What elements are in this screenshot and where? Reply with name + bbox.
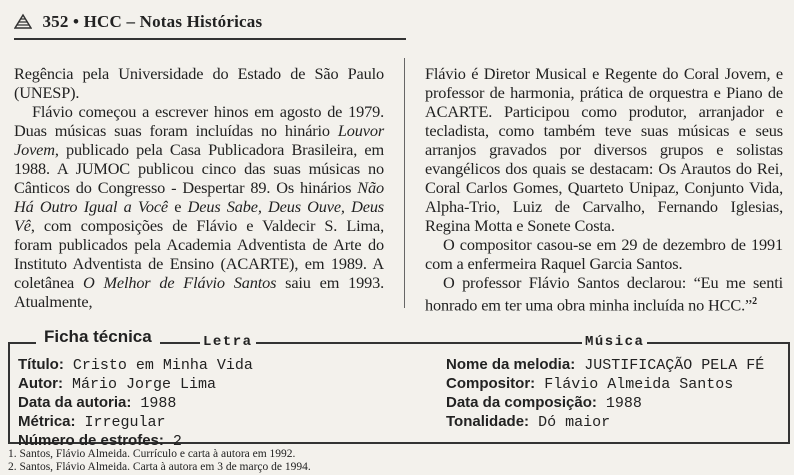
- field-row: Compositor: Flávio Almeida Santos: [446, 375, 734, 393]
- letra-fields: [18, 356, 253, 451]
- paragraph: Flávio é Diretor Musical e Regente do Coral Jovem, e professor de harmonia, prática de orquestra e Piano de ACARTE. Participou como produtor, arranjador e tecladista, como também teve suas músicas e seus arranjos gravados por diversos grupos e solistas evangélicos dos quais se destacam: Os Arautos do Rei, Coral Carlos Gomes, Quarteto Unipaz, Conjunto Vida, Alpha-Trio, Luiz de Carvalho, Fernando Iglesias, Regina Motta e Sonete Costa.: [425, 64, 783, 235]
- musica-fields: [446, 356, 764, 432]
- field-row: Data da composição: 1988: [446, 394, 642, 412]
- ficha-title: Ficha técnica: [36, 327, 160, 347]
- header-bullet: •: [73, 12, 80, 31]
- footnotes: [8, 448, 311, 474]
- paragraph: Regência pela Universidade do Estado de São Paulo (UNESP).: [14, 64, 384, 102]
- footnote: 1. Santos, Flávio Almeida. Currículo e carta à autora em 1992.: [8, 448, 296, 460]
- paragraph: O compositor casou-se em 29 de dezembro de 1991 com a enfermeira Raquel Garcia Santos.: [425, 235, 783, 273]
- field-row: Título: Cristo em Minha Vida: [18, 356, 253, 374]
- hymnal-logo-icon: [14, 13, 32, 29]
- footnote: 2. Santos, Flávio Almeida. Carta à autora em 3 de março de 1994.: [8, 461, 311, 473]
- page-number: 352: [42, 12, 69, 31]
- header-rule: [14, 38, 406, 40]
- right-column: [425, 64, 783, 314]
- left-column: [14, 64, 384, 311]
- footnote-ref: 2: [752, 296, 757, 307]
- running-title: HCC – Notas Históricas: [83, 12, 263, 31]
- paragraph: Flávio começou a escrever hinos em agosto de 1979. Duas músicas suas foram incluídas no hinário Louvor Jovem, publicado pela Casa Publicadora Brasileira, em 1988. A JUMOC publicou cinco das suas músicas no Cânticos do Congresso - Despertar 89. Os hinários Não Há Outro Igual a Você e Deus Sabe, Deus Ouve, Deus Vê, com composições de Flávio e Valdecir S. Lima, foram publicados pela Academia Adventista de Arte do Instituto Adventista de Ensino (ACARTE), em 1989. A coletânea O Melhor de Flávio Santos saiu em 1993. Atualmente,: [14, 102, 384, 311]
- field-row: Autor: Mário Jorge Lima: [18, 375, 217, 393]
- column-divider: [404, 58, 405, 308]
- field-row: Tonalidade: Dó maior: [446, 413, 611, 431]
- field-row: Nome da melodia: JUSTIFICAÇÃO PELA FÉ: [446, 356, 765, 374]
- running-header: [14, 12, 404, 32]
- paragraph: O professor Flávio Santos declarou: “Eu me senti honrado em ter uma obra minha incluída no HCC.”$^2$: [425, 273, 783, 315]
- field-row: Data da autoria: 1988: [18, 394, 177, 412]
- musica-section-label: Música: [582, 335, 647, 349]
- field-row: Métrica: Irregular: [18, 413, 166, 431]
- letra-section-label: Letra: [200, 335, 256, 349]
- field-row: Número de estrofes: 2: [18, 432, 182, 450]
